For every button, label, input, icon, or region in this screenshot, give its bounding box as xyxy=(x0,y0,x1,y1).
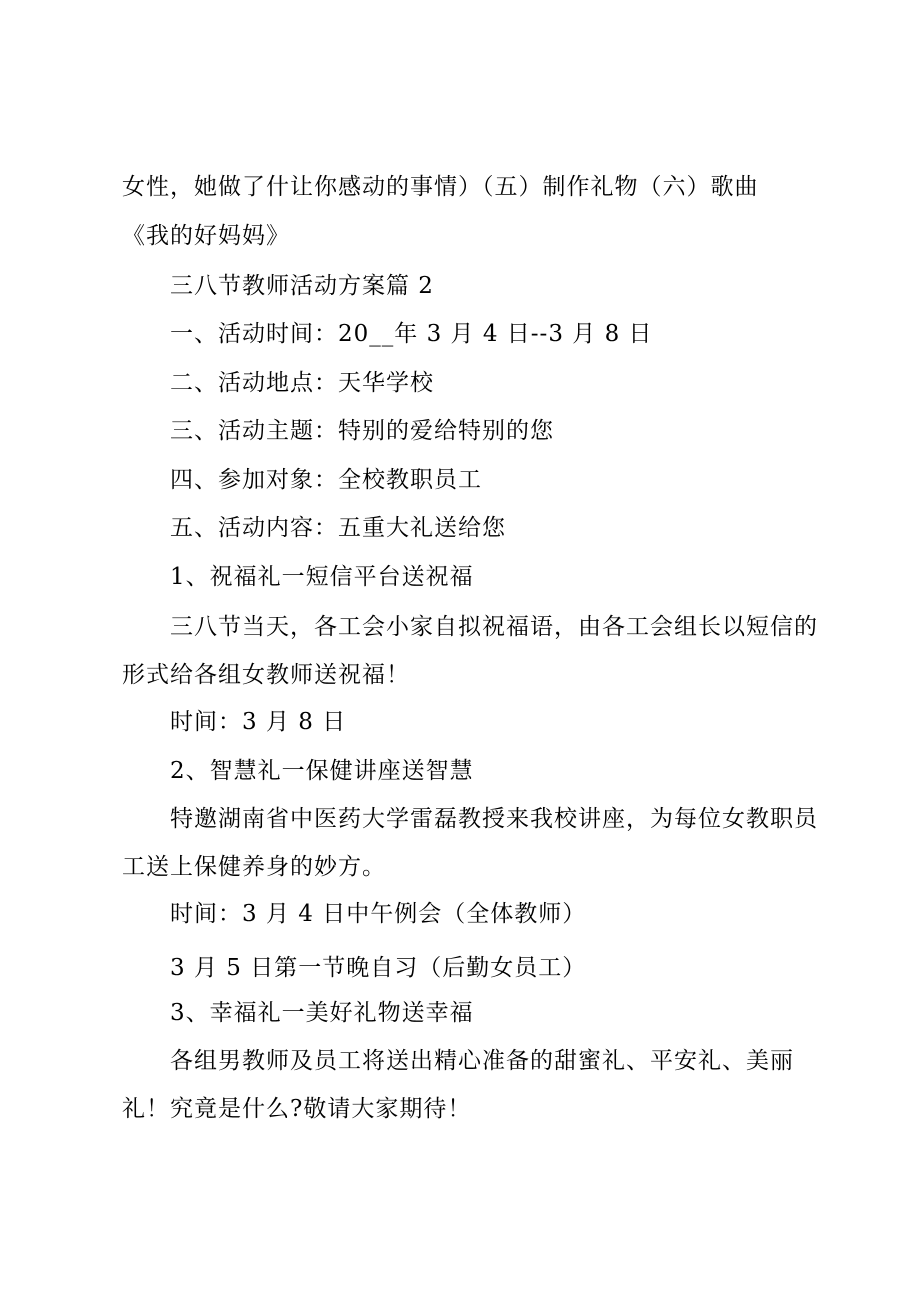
text-line: 四、参加对象：全校教职员工 xyxy=(170,467,482,493)
text-line: 二、活动地点：天华学校 xyxy=(170,370,434,396)
text-line: 3、幸福礼一美好礼物送幸福 xyxy=(170,1000,474,1026)
text-line: 五、活动内容：五重大礼送给您 xyxy=(170,515,506,541)
text-line: 礼！究竟是什么?敬请大家期待！ xyxy=(122,1096,472,1122)
text-line: 1、祝福礼一短信平台送祝福 xyxy=(170,564,474,590)
text-line: 形式给各组女教师送祝福！ xyxy=(122,662,410,688)
text-line: 三、活动主题：特别的爱给特别的您 xyxy=(170,418,554,444)
text-line: 一、活动时间：20__年 3 月 4 日--3 月 8 日 xyxy=(170,321,653,347)
text-line: 时间：3 月 4 日中午例会（全体教师） xyxy=(170,901,587,927)
text-line: 各组男教师及员工将送出精心准备的甜蜜礼、平安礼、美丽 xyxy=(170,1048,794,1074)
text-line: 工送上保健养身的妙方。 xyxy=(122,854,386,880)
section-heading: 三八节教师活动方案篇 2 xyxy=(170,273,434,299)
text-line: 女性，她做了什让你感动的事情）（五）制作礼物（六）歌曲 xyxy=(122,174,759,200)
text-line: 2、智慧礼一保健讲座送智慧 xyxy=(170,758,474,784)
text-line: 三八节当天，各工会小家自拟祝福语，由各工会组长以短信的 xyxy=(170,614,818,640)
text-line: 特邀湖南省中医药大学雷磊教授来我校讲座，为每位女教职员 xyxy=(170,806,818,832)
text-line: 3 月 5 日第一节晚自习（后勤女员工） xyxy=(170,955,587,981)
text-line: 时间：3 月 8 日 xyxy=(170,709,347,735)
text-line: 《我的好妈妈》 xyxy=(122,223,290,249)
